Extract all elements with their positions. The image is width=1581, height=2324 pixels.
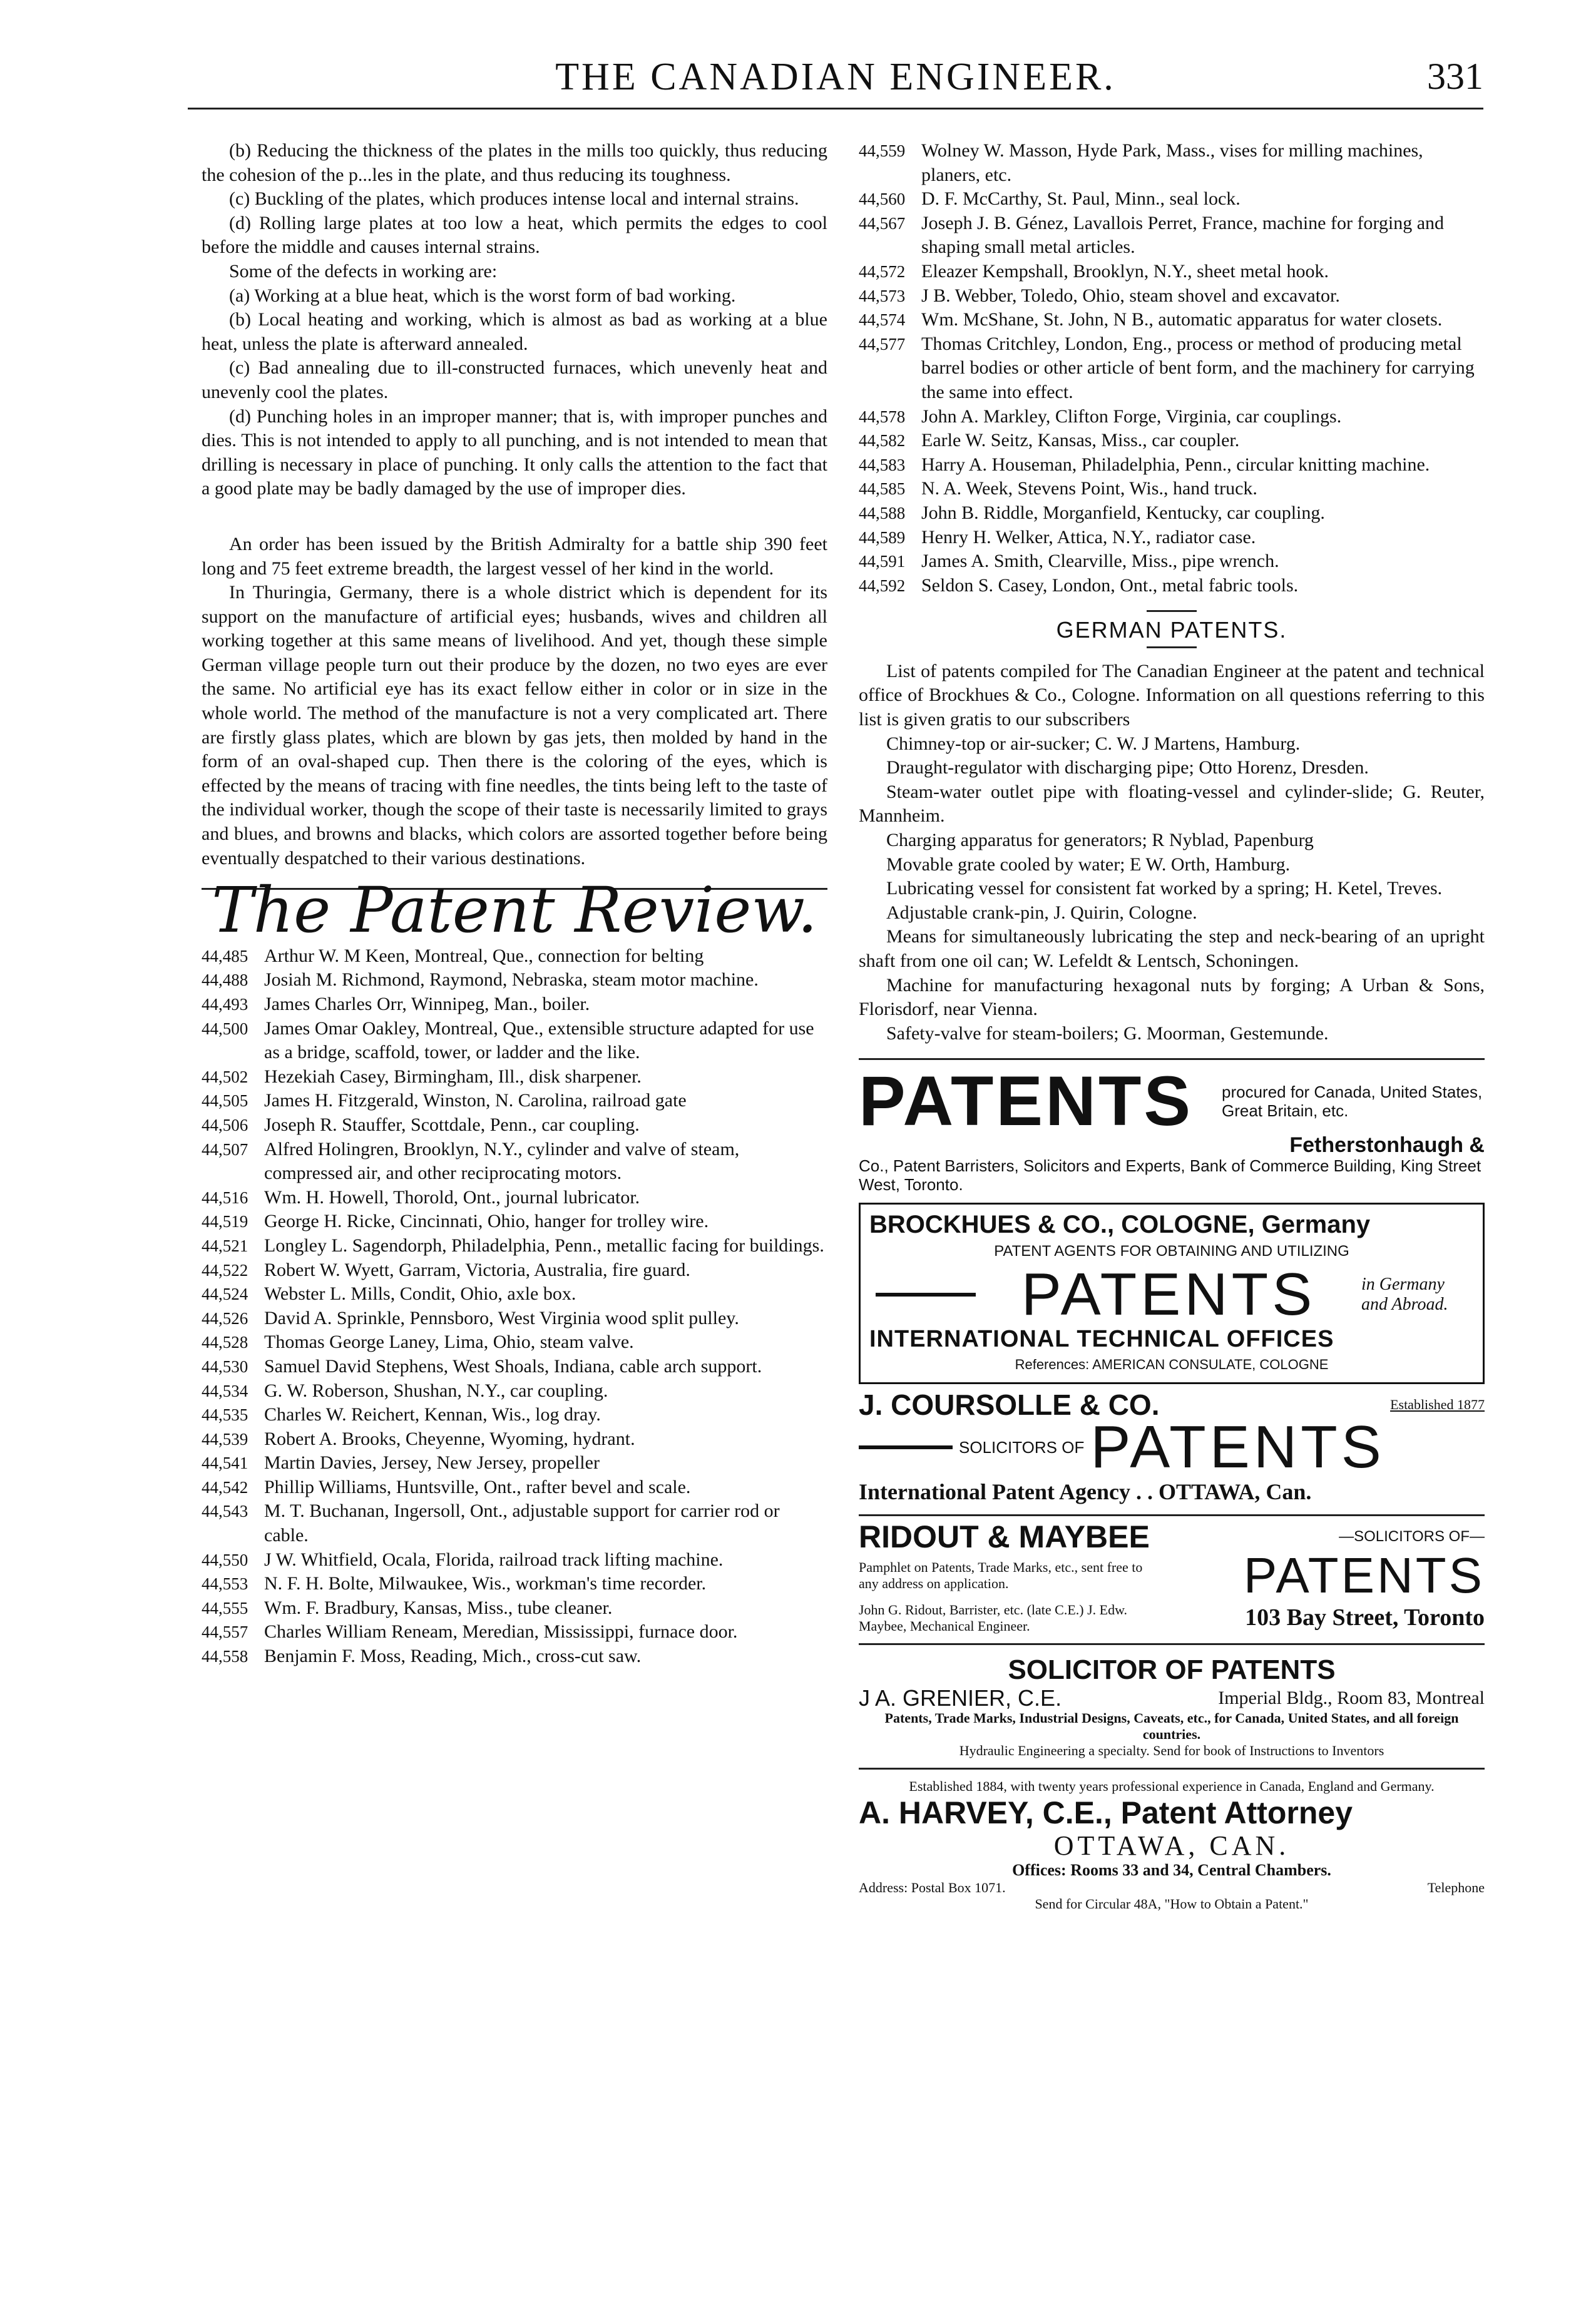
patent-number: 44,560 [859, 190, 906, 209]
ad-ridout-pamphlet: Pamphlet on Patents, Trade Marks, etc., sent free to any address on application. [859, 1559, 1143, 1591]
patent-description: Thomas George Laney, Lima, Ohio, steam valve. [264, 1332, 634, 1353]
patent-description: M. T. Buchanan, Ingersoll, Ont., adjustable support for carrier rod or cable. [264, 1501, 780, 1546]
patent-description: Wm. H. Howell, Thorold, Ont., journal lubricator. [264, 1186, 640, 1208]
admiralty-paragraph: An order has been issued by the British Admiralty for a battle ship 390 feet long and 75 feet extreme breadth, the largest vessel of her kind in the world. [202, 533, 827, 579]
patent-entry [202, 1644, 827, 1669]
ad-brockhues-side: in Germany and Abroad. [1361, 1274, 1448, 1314]
paragraph: (a) Working at a blue heat, which is the worst form of bad working. [229, 285, 736, 306]
ad-coursolle-est: Established 1877 [1390, 1396, 1485, 1412]
patent-number: 44,574 [859, 310, 906, 330]
patent-number: 44,516 [202, 1188, 248, 1207]
patent-description: Robert A. Brooks, Cheyenne, Wyoming, hydrant. [264, 1428, 635, 1449]
coursolle-ad [859, 1388, 1485, 1506]
spacer [202, 501, 827, 533]
patent-entry [202, 1210, 827, 1234]
ad-brockhues-name: BROCKHUES & CO., COLOGNE, Germany [869, 1211, 1371, 1239]
patent-number: 44,567 [859, 213, 906, 233]
patent-number: 44,526 [202, 1308, 248, 1328]
german-patent-item: Movable grate cooled by water; E W. Orth, Hamburg. [886, 854, 1291, 875]
patent-entry [859, 212, 1485, 260]
german-patent-item: Machine for manufacturing hexagonal nuts by forging; A Urban & Sons, Florisdorf, near Vienna. [859, 974, 1485, 1020]
patent-description: John B. Riddle, Morganfield, Kentucky, car coupling. [921, 502, 1325, 523]
patent-description: Arthur W. M Keen, Montreal, Que., connection for belting [264, 945, 704, 966]
patent-description: Samuel David Stephens, West Shoals, Indiana, cable arch support. [264, 1355, 762, 1377]
patent-description: James H. Fitzgerald, Winston, N. Carolina, railroad gate [264, 1090, 687, 1111]
paragraph: Some of the defects in working are: [229, 260, 498, 282]
patent-list-right [859, 139, 1485, 598]
page-number: 331 [1427, 56, 1483, 97]
patent-number: 44,502 [202, 1067, 248, 1086]
patent-entry [202, 1017, 827, 1065]
patent-description: Phillip Williams, Huntsville, Ont., rafter bevel and scale. [264, 1476, 691, 1497]
patent-description: Martin Davies, Jersey, New Jersey, propeller [264, 1452, 600, 1474]
fetherstonhaugh-ad [859, 1062, 1485, 1195]
ad-harvey-offices: Offices: Rooms 33 and 34, Central Chambers. [1012, 1861, 1331, 1880]
patent-description: Hezekiah Casey, Birmingham, Ill., disk sharpener. [264, 1066, 642, 1087]
patent-number: 44,500 [202, 1019, 248, 1038]
ad-harvey-address: Address: Postal Box 1071. [859, 1880, 1006, 1896]
ad-brockhues-offices: INTERNATIONAL TECHNICAL OFFICES [869, 1325, 1334, 1352]
header-rule [188, 108, 1483, 110]
page-header [188, 55, 1483, 105]
ad-arrow-rule [876, 1293, 976, 1297]
patent-entry [202, 1186, 827, 1210]
patent-entry [859, 308, 1485, 332]
harvey-ad [859, 1778, 1485, 1912]
ad-ridout-name: RIDOUT & MAYBEE [859, 1519, 1150, 1555]
patent-description: Josiah M. Richmond, Raymond, Nebraska, steam motor machine. [264, 969, 759, 991]
patent-number: 44,541 [202, 1454, 248, 1473]
patent-description: James Omar Oakley, Montreal, Que., extensible structure adapted for use as a bridge, scaffold, tower, or ladder and the like. [264, 1017, 814, 1063]
patent-description: Wm. F. Bradbury, Kansas, Miss., tube cleaner. [264, 1597, 613, 1618]
short-rule [1147, 610, 1197, 612]
patent-entry [859, 405, 1485, 429]
patent-description: Seldon S. Casey, London, Ont., metal fabric tools. [921, 574, 1299, 596]
patent-entry [202, 968, 827, 992]
patent-number: 44,585 [859, 479, 906, 499]
patent-description: Wm. McShane, St. John, N B., automatic apparatus for water closets. [921, 309, 1443, 330]
left-column [202, 139, 827, 1669]
german-patent-item: Steam-water outlet pipe with floating-vessel and cylinder-slide; G. Reuter, Mannheim. [859, 781, 1485, 827]
paragraph: (b) Local heating and working, which is almost as bad as working at a blue heat, unless the plate is afterward annealed. [202, 309, 827, 354]
patent-entry [202, 1330, 827, 1355]
german-patent-item: Lubricating vessel for consistent fat worked by a spring; H. Ketel, Treves. [886, 878, 1443, 899]
german-patent-list [859, 732, 1485, 1046]
ad-rule [859, 1768, 1485, 1770]
patent-description: Joseph J. B. Génez, Lavallois Perret, France, machine for forging and shaping small metal articles. [921, 212, 1445, 258]
ad-patents-word: PATENTS [1090, 1414, 1385, 1481]
ad-harvey-city: OTTAWA, CAN. [1053, 1830, 1290, 1862]
patent-number: 44,488 [202, 971, 248, 990]
german-patent-item: Adjustable crank-pin, J. Quirin, Cologne. [886, 902, 1197, 923]
patent-description: David A. Sprinkle, Pennsboro, West Virginia wood split pulley. [264, 1307, 739, 1328]
patent-entry [859, 501, 1485, 526]
ad-grenier-address: Imperial Bldg., Room 83, Montreal [1218, 1687, 1485, 1708]
ad-grenier-line: Patents, Trade Marks, Industrial Designs, Caveats, etc., for Canada, United States, and all foreign countries. [884, 1710, 1459, 1743]
ad-solicitor-heading: SOLICITOR OF PATENTS [1008, 1654, 1336, 1685]
journal-title: THE CANADIAN ENGINEER. [555, 56, 1116, 98]
patent-number: 44,591 [859, 552, 906, 571]
ad-harvey-telephone: Telephone [1427, 1880, 1485, 1896]
patent-number: 44,555 [202, 1598, 248, 1618]
patent-entry [859, 332, 1485, 405]
patent-description: Longley L. Sagendorph, Philadelphia, Penn., metallic facing for buildings. [264, 1235, 824, 1256]
patent-entry [202, 1355, 827, 1379]
patent-number: 44,528 [202, 1333, 248, 1352]
patent-description: J W. Whitfield, Ocala, Florida, railroad track lifting machine. [264, 1549, 724, 1570]
patent-number: 44,493 [202, 995, 248, 1014]
patent-entry [859, 260, 1485, 284]
ad-coursolle-sol: SOLICITORS OF [959, 1437, 1085, 1457]
heading-rule [1147, 646, 1197, 648]
patent-description: Thomas Critchley, London, Eng., process or method of producing metal barrel bodies or other article of bent form, and the machinery for carrying the same into effect. [921, 333, 1475, 402]
patent-entry [202, 992, 827, 1017]
ad-harvey-est: Established 1884, with twenty years professional experience in Canada, England and Germany. [909, 1778, 1435, 1795]
patent-number: 44,534 [202, 1381, 248, 1400]
patent-entry [202, 1403, 827, 1427]
patent-number: 44,557 [202, 1623, 248, 1642]
ad-ridout-address: 103 Bay Street, Toronto [1245, 1604, 1485, 1631]
ad-patents-word: PATENTS [1243, 1547, 1485, 1603]
patent-number: 44,542 [202, 1477, 248, 1497]
ad-firm-name: Fetherstonhaugh & [1289, 1133, 1485, 1158]
paragraph: (b) Reducing the thickness of the plates in the mills too quickly, thus reducing the cohesion of the p...les in the plate, and thus reducing its toughness. [202, 140, 827, 185]
patent-entry [859, 526, 1485, 550]
patent-number: 44,519 [202, 1212, 248, 1231]
patent-entry [859, 453, 1485, 477]
patent-entry [202, 1113, 827, 1138]
patent-number: 44,592 [859, 576, 906, 595]
ad-patents-word: PATENTS [1021, 1260, 1316, 1328]
patent-number: 44,559 [859, 141, 906, 160]
patent-entry [202, 1258, 827, 1283]
paragraph: (c) Bad annealing due to ill-constructed furnaces, which unevenly heat and unevenly cool the plates. [202, 357, 827, 402]
ad-procured-text: procured for Canada, United States, Great Britain, etc. [1222, 1083, 1483, 1121]
patent-description: John A. Markley, Clifton Forge, Virginia, car couplings. [921, 405, 1342, 427]
patent-number: 44,572 [859, 262, 906, 281]
patent-number: 44,550 [202, 1550, 248, 1569]
ad-harvey-send: Send for Circular 48A, "How to Obtain a Patent." [1035, 1896, 1309, 1912]
german-patents-heading: GERMAN PATENTS. [1056, 617, 1287, 643]
patent-entry [202, 1307, 827, 1331]
patent-entry [202, 1475, 827, 1500]
german-intro: List of patents compiled for The Canadian Engineer at the patent and technical office of Brockhues & Co., Cologne. Information on all questions referring to this list is given gratis to our subscribers [859, 660, 1485, 730]
patent-description: Benjamin F. Moss, Reading, Mich., cross-cut saw. [264, 1646, 642, 1667]
paragraph: (c) Buckling of the plates, which produces intense local and internal strains. [229, 188, 799, 210]
patent-entry [202, 1451, 827, 1475]
patent-description: James Charles Orr, Winnipeg, Man., boiler. [264, 994, 590, 1014]
patent-number: 44,543 [202, 1502, 248, 1521]
german-patent-item: Safety-valve for steam-boilers; G. Moorman, Gestemunde. [886, 1022, 1329, 1044]
patent-entry [859, 187, 1485, 212]
ad-coursolle-name: J. COURSOLLE & CO. [859, 1388, 1160, 1421]
patent-description: Robert W. Wyett, Garram, Victoria, Australia, fire guard. [264, 1259, 690, 1280]
patent-entry [202, 1499, 827, 1547]
ad-rule [859, 1514, 1485, 1516]
patent-number: 44,507 [202, 1139, 248, 1159]
patent-number: 44,539 [202, 1429, 248, 1449]
patent-number: 44,521 [202, 1236, 248, 1255]
patent-entry [202, 1548, 827, 1572]
patent-description: Harry A. Houseman, Philadelphia, Penn., circular knitting machine. [921, 454, 1430, 475]
patent-number: 44,506 [202, 1115, 248, 1134]
patent-entry [202, 1620, 827, 1644]
ad-brockhues-ref: References: AMERICAN CONSULATE, COLOGNE [1015, 1356, 1329, 1372]
ad-firm-address: Co., Patent Barristers, Solicitors and Experts, Bank of Commerce Building, King Street West, Toronto. [859, 1156, 1481, 1195]
patent-number: 44,582 [859, 431, 906, 451]
thuringia-paragraph: In Thuringia, Germany, there is a whole district which is dependent for its support on the manufacture of artificial eyes; husbands, wives and children all working together at this same means of livelihood. And yet, though these simple German village people turn out their produce by the dozen, no two eyes are ever the same. No artificial eye has its exact fellow either in color or in size in the whole world. The method of the manufacture is not a very complicated art. There are firstly glass plates, which are blown by gas jets, then molded by hand in the form of an oval-shaped cup. Then there is the coloring of the eyes, which is effected by the means of tracing with fine needles, the tints being left to the taste of the individual worker, though the scope of their taste is necessarily limited to grays and blues, and browns and blacks, which colors are assorted together before being eventually despatched to their various destinations. [202, 582, 827, 869]
patent-description: J B. Webber, Toledo, Ohio, steam shovel and excavator. [921, 285, 1340, 306]
patent-description: G. W. Roberson, Shushan, N.Y., car coupling. [264, 1380, 608, 1401]
patent-description: Eleazer Kempshall, Brooklyn, N.Y., sheet metal hook. [921, 260, 1329, 282]
patent-entry [859, 429, 1485, 453]
patent-list-left [202, 944, 827, 1669]
patent-number: 44,558 [202, 1647, 248, 1666]
patent-entry [859, 549, 1485, 574]
patent-number: 44,530 [202, 1357, 248, 1376]
patent-entry [202, 1427, 827, 1452]
ad-patents-word: PATENTS [859, 1062, 1194, 1141]
brockhues-ad [859, 1203, 1485, 1384]
patent-entry [202, 944, 827, 969]
patent-entry [859, 284, 1485, 308]
patent-description: Joseph R. Stauffer, Scottdale, Penn., car coupling. [264, 1114, 640, 1135]
ad-ridout-names: John G. Ridout, Barrister, etc. (late C.E.) J. Edw. Maybee, Mechanical Engineer. [859, 1601, 1128, 1634]
patent-description: Henry H. Welker, Attica, N.Y., radiator case. [921, 526, 1256, 548]
patent-number: 44,583 [859, 455, 906, 474]
patent-number: 44,535 [202, 1405, 248, 1425]
patent-entry [202, 1282, 827, 1307]
german-patent-item: Means for simultaneously lubricating the step and neck-bearing of an upright shaft from one oil can; W. Lefeldt & Lentsch, Schoningen. [859, 926, 1485, 971]
patent-entry [202, 1234, 827, 1258]
patent-number: 44,522 [202, 1260, 248, 1280]
ad-coursolle-agency: International Patent Agency . . OTTAWA, Can. [859, 1479, 1312, 1505]
german-patent-item: Charging apparatus for generators; R Nyblad, Papenburg [886, 830, 1314, 851]
patent-number: 44,577 [859, 334, 906, 354]
patent-entry [202, 1089, 827, 1113]
patent-number: 44,485 [202, 946, 248, 966]
patent-number: 44,505 [202, 1091, 248, 1111]
patent-description: George H. Ricke, Cincinnati, Ohio, hanger for trolley wire. [264, 1211, 709, 1232]
patent-description: D. F. McCarthy, St. Paul, Minn., seal lock. [921, 188, 1241, 210]
patent-number: 44,589 [859, 527, 906, 547]
ad-ridout-sol: —SOLICITORS OF— [1339, 1528, 1485, 1546]
patent-description: Alfred Holingren, Brooklyn, N.Y., cylinder and valve of steam, compressed air, and other reciprocating motors. [264, 1138, 740, 1184]
patent-number: 44,578 [859, 407, 906, 426]
patent-entry [202, 1065, 827, 1089]
patent-number: 44,573 [859, 286, 906, 305]
ad-rule [859, 1643, 1485, 1645]
ad-harvey-name: A. HARVEY, C.E., Patent Attorney [859, 1795, 1353, 1831]
grenier-ad [859, 1654, 1485, 1760]
patent-description: James A. Smith, Clearville, Miss., pipe wrench. [921, 551, 1279, 572]
ad-grenier-line: Hydraulic Engineering a specialty. Send for book of Instructions to Inventors [959, 1743, 1384, 1759]
patent-description: Earle W. Seitz, Kansas, Miss., car coupler. [921, 430, 1240, 451]
ad-rule [859, 1058, 1485, 1060]
patent-number: 44,524 [202, 1285, 248, 1304]
ad-arrow-rule [859, 1445, 953, 1449]
ridout-ad [859, 1519, 1485, 1634]
patent-number: 44,553 [202, 1574, 248, 1594]
german-patent-item: Draught-regulator with discharging pipe; Otto Horenz, Dresden. [886, 757, 1369, 778]
patent-entry [859, 574, 1485, 598]
patent-description: Charles William Reneam, Meredian, Mississippi, furnace door. [264, 1621, 738, 1643]
patent-entry [859, 477, 1485, 501]
right-column [859, 139, 1485, 1912]
patent-review-title: The Patent Review. [212, 874, 817, 947]
german-patent-item: Chimney-top or air-sucker; C. W. J Martens, Hamburg. [886, 733, 1301, 754]
patent-description: Wolney W. Masson, Hyde Park, Mass., vises for milling machines, planers, etc. [921, 140, 1423, 185]
patent-entry [202, 1379, 827, 1404]
ad-grenier-name: J A. GRENIER, C.E. [859, 1684, 1062, 1711]
patent-entry [202, 1138, 827, 1186]
patent-number: 44,588 [859, 503, 906, 522]
paragraph: (d) Punching holes in an improper manner; that is, with improper punches and dies. This is not intended to apply to all punching, and is not intended to mean that drilling is necessary in place of punching. It only calls the attention to the fact that a good plate may be badly damaged by the use of improper dies. [202, 405, 827, 499]
patent-entry [202, 1596, 827, 1621]
patent-description: N. F. H. Bolte, Milwaukee, Wis., workman's time recorder. [264, 1573, 707, 1594]
ad-brockhues-sub: PATENT AGENTS FOR OBTAINING AND UTILIZING [994, 1243, 1349, 1260]
patent-description: Webster L. Mills, Condit, Ohio, axle box. [264, 1283, 576, 1305]
paragraph: (d) Rolling large plates at too low a heat, which permits the edges to cool before the middle and causes internal strains. [202, 212, 827, 258]
patent-description: Charles W. Reichert, Kennan, Wis., log dray. [264, 1404, 601, 1425]
patent-entry [202, 1572, 827, 1596]
patent-description: N. A. Week, Stevens Point, Wis., hand truck. [921, 478, 1257, 499]
patent-entry [859, 139, 1485, 187]
